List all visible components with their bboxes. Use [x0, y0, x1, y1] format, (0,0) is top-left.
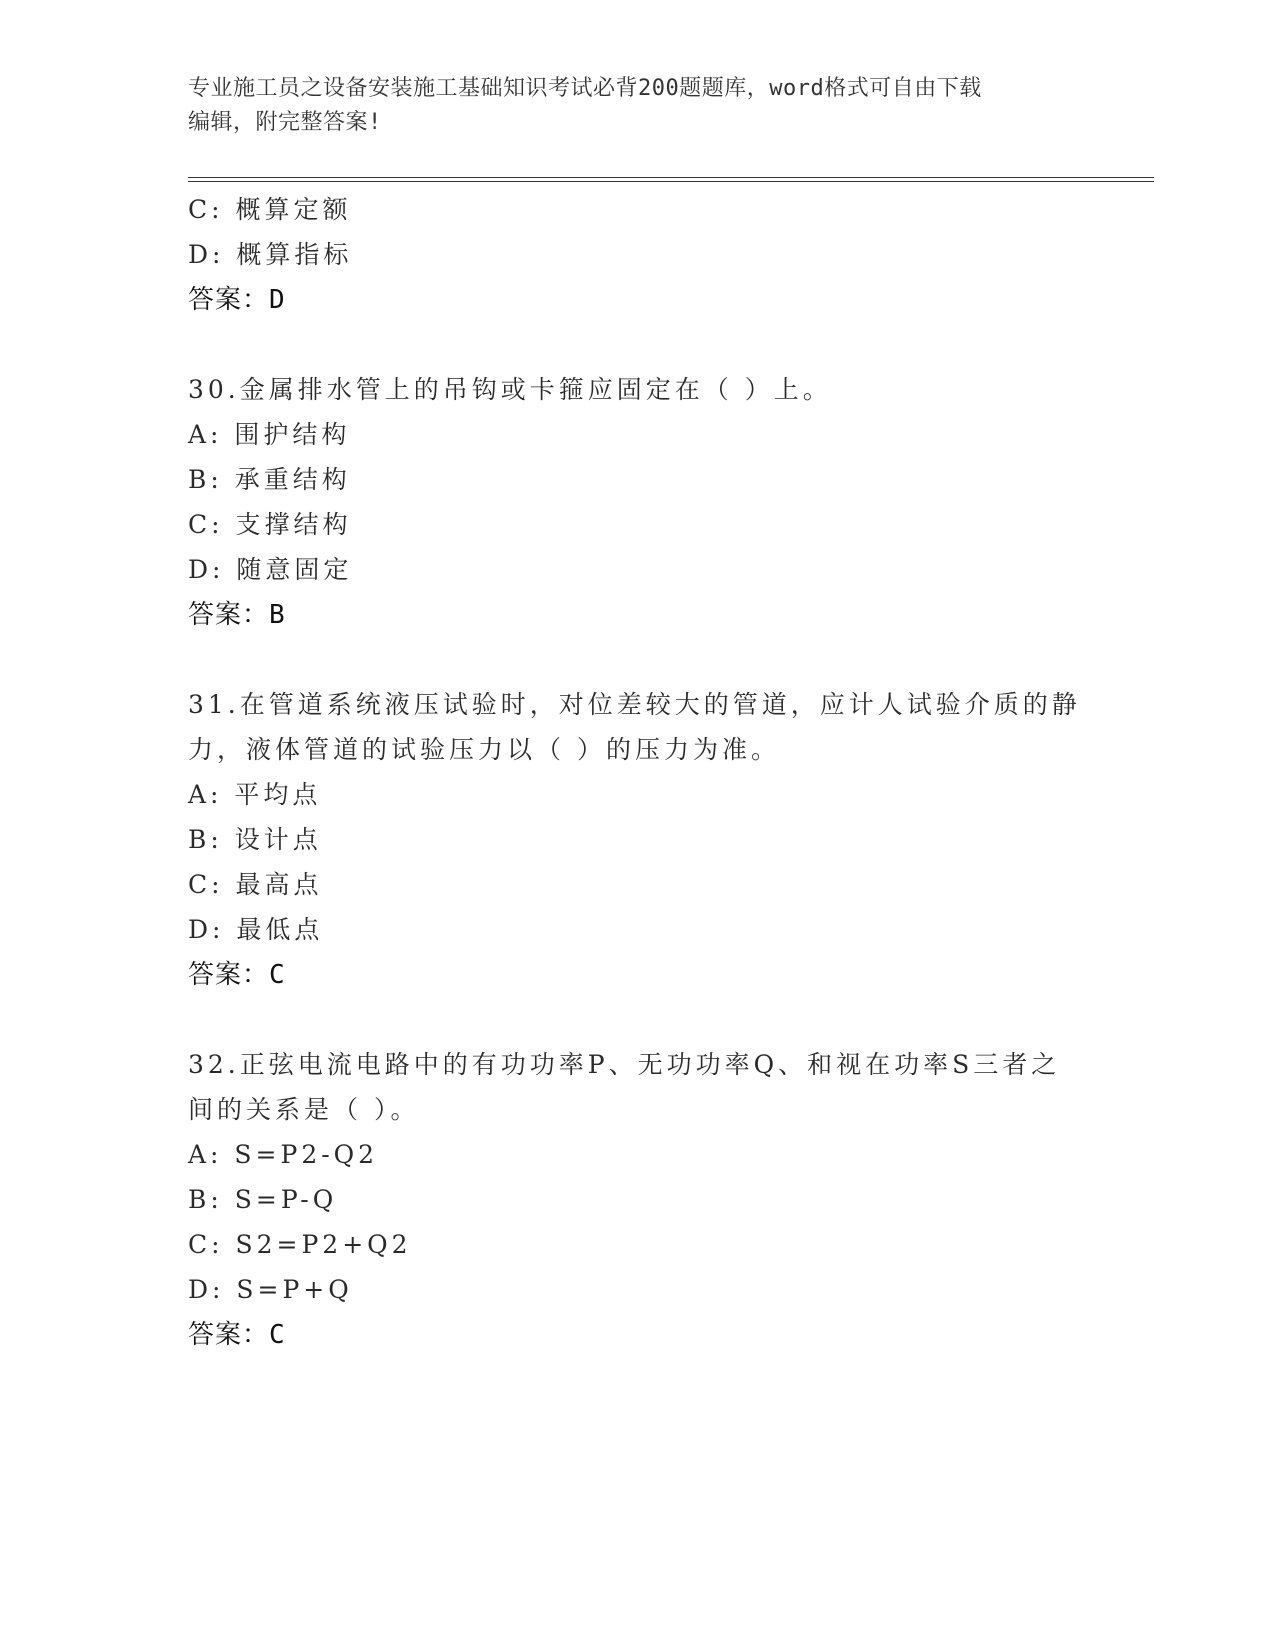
answer-label: 答案：D	[188, 285, 286, 315]
option-a: A: 平均点	[188, 780, 322, 809]
header-divider	[188, 177, 1154, 182]
header-title-line1: 专业施工员之设备安装施工基础知识考试必背200题题库，word格式可自由下载	[188, 76, 982, 101]
question-text-line1: 31.在管道系统液压试验时，对位差较大的管道，应计人试验介质的静	[188, 690, 1081, 719]
option-c: C: 概算定额	[188, 195, 352, 224]
header-title-line2: 编辑，附完整答案!	[188, 110, 382, 135]
option-c: C: 支撑结构	[188, 510, 352, 539]
option-b: B: 设计点	[188, 825, 322, 854]
option-a: A: S=P2-Q2	[188, 1140, 379, 1169]
question-text: 30.金属排水管上的吊钩或卡箍应固定在（ ）上。	[188, 375, 832, 404]
answer-label: 答案：C	[188, 960, 286, 990]
option-b: B: 承重结构	[188, 465, 351, 494]
question-text-line1: 32.正弦电流电路中的有功功率P、无功功率Q、和视在功率S三者之	[188, 1050, 1061, 1079]
option-d: D: S=P+Q	[188, 1275, 353, 1304]
option-d: D: 概算指标	[188, 240, 353, 269]
question-text-line2: 力，液体管道的试验压力以（ ）的压力为准。	[188, 735, 780, 764]
option-c: C: 最高点	[188, 870, 323, 899]
page-header	[188, 72, 1088, 140]
question-text-line2: 间的关系是（ ）。	[188, 1095, 420, 1124]
option-b: B: S=P-Q	[188, 1185, 338, 1214]
answer-label: 答案：C	[188, 1320, 286, 1350]
option-c: C: S2=P2+Q2	[188, 1230, 412, 1259]
answer-label: 答案：B	[188, 600, 286, 630]
option-d: D: 最低点	[188, 915, 324, 944]
option-a: A: 围护结构	[188, 420, 351, 449]
option-d: D: 随意固定	[188, 555, 353, 584]
